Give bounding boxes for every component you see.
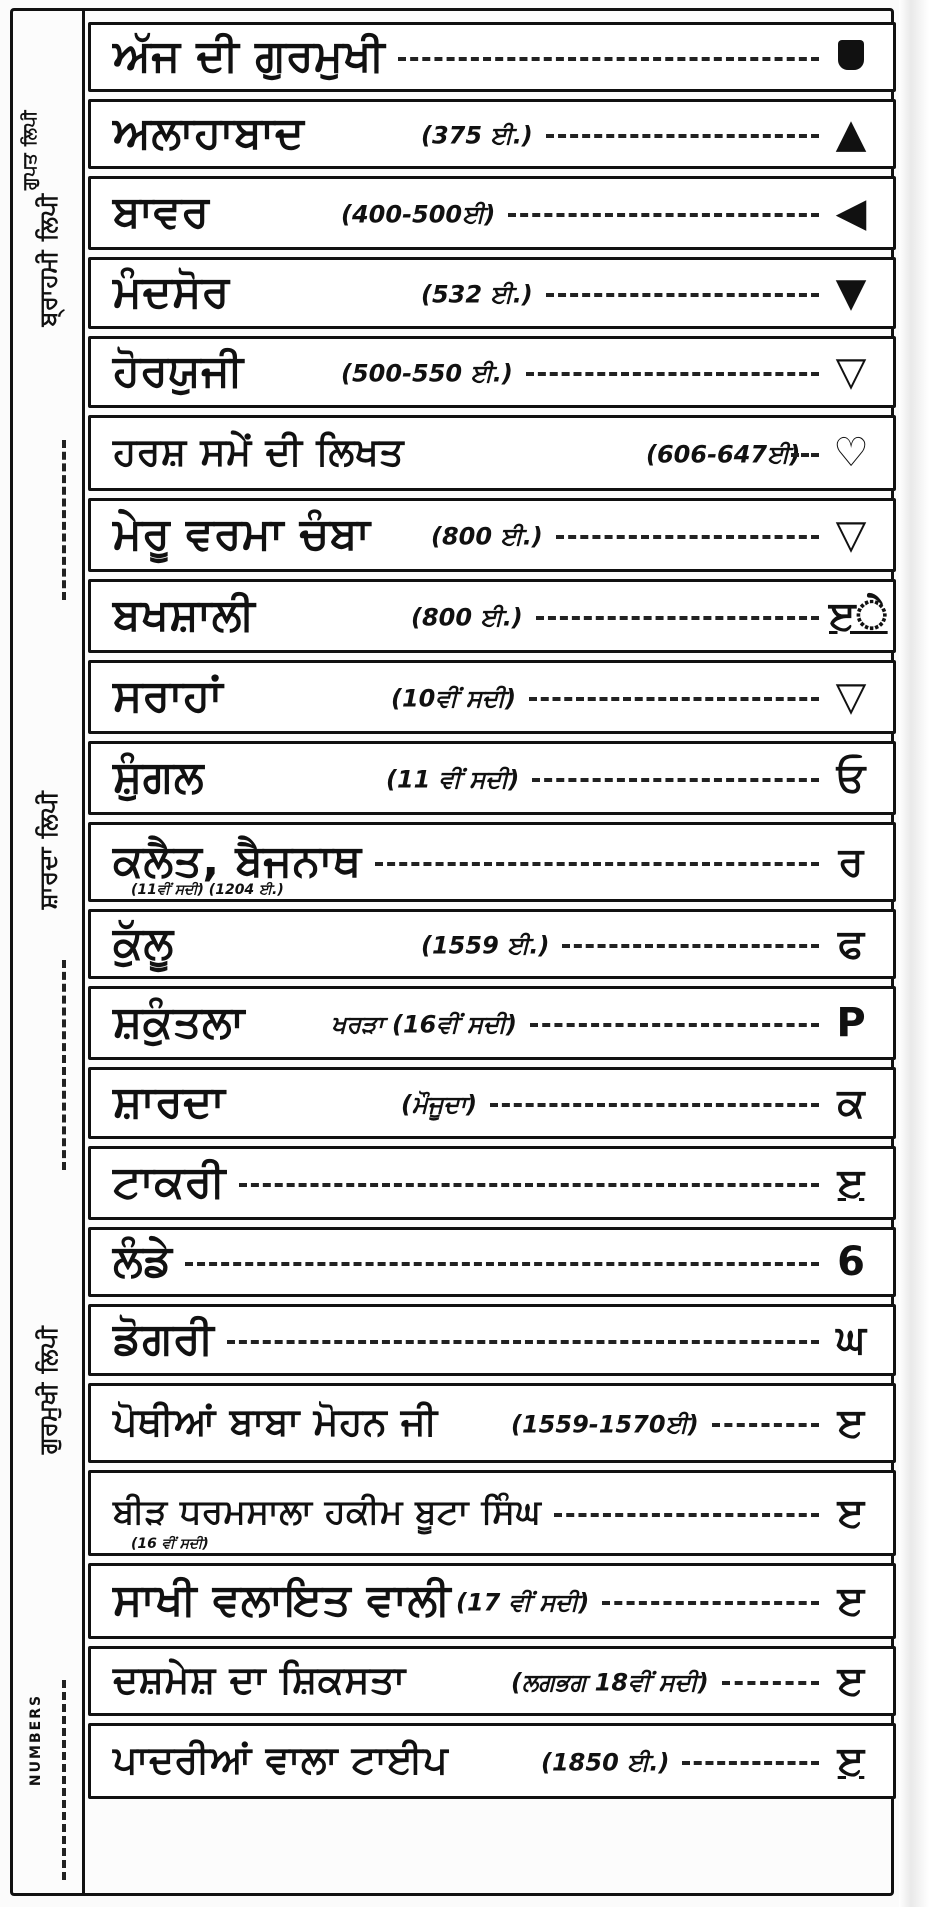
script-glyph: ◀	[835, 190, 867, 236]
side-label-gurmukhi: ਗੁਰਮੁਖੀ ਲਿਪੀ	[34, 1325, 62, 1455]
script-date: (10ਵੀਂ ਸਦੀ)	[391, 684, 517, 713]
script-glyph: 6	[837, 1239, 865, 1285]
script-row	[88, 336, 896, 408]
script-glyph: ਫ	[837, 921, 865, 967]
divider-dots-3	[62, 1680, 70, 1880]
script-glyph: ੲ	[837, 1490, 865, 1536]
script-date: (17 ਵੀਂ ਸਦੀ)	[456, 1588, 590, 1617]
script-row	[88, 176, 896, 250]
leader-dashes	[602, 1601, 819, 1605]
script-name: ਬੀੜ ਧਰਮਸਾਲਾ ਹਕੀਮ ਬੂਟਾ ਸਿੰਘ	[113, 1492, 542, 1533]
script-row	[88, 1383, 896, 1463]
script-name: ਸ਼ਾਰਦਾ	[113, 1076, 226, 1128]
leader-dashes	[536, 616, 819, 620]
script-date: (375 ਈ.)	[421, 121, 533, 150]
script-row	[88, 822, 896, 902]
script-date: (800 ਈ.)	[431, 522, 543, 551]
script-row	[88, 986, 896, 1060]
leader-dashes	[682, 1761, 819, 1765]
script-name: ਅਲਾਹਾਬਾਦ	[113, 107, 305, 159]
script-row	[88, 257, 896, 329]
script-name: ਦਸ਼ਮੇਸ਼ ਦਾ ਸ਼ਿਕਸਤਾ	[113, 1657, 406, 1702]
leader-dashes	[791, 453, 819, 457]
script-glyph: ਰ	[838, 839, 864, 885]
leader-dashes	[546, 293, 819, 297]
leader-dashes	[490, 1103, 819, 1107]
script-date: (800 ਈ.)	[411, 603, 523, 632]
script-date: (1559-1570ਈ)	[511, 1410, 699, 1439]
script-glyph: ♡	[833, 430, 869, 476]
script-row	[88, 1563, 896, 1639]
script-row	[88, 1646, 896, 1716]
script-date: (1559 ਈ.)	[421, 931, 550, 960]
script-glyph: ੲ	[837, 1400, 865, 1446]
script-glyph: ▲	[835, 111, 867, 157]
script-rows	[88, 22, 896, 1799]
script-date: (ਲਗਭਗ 18ਵੀਂ ਸਦੀ)	[511, 1668, 709, 1697]
leader-dashes	[532, 778, 819, 782]
script-name: ਸ਼ਕੁੰਤਲਾ	[113, 996, 245, 1048]
script-row	[88, 1067, 896, 1139]
script-glyph: ਓ	[836, 755, 866, 801]
script-row	[88, 498, 896, 572]
script-glyph: ੲ	[837, 1578, 865, 1624]
leader-dashes	[185, 1262, 819, 1266]
script-date: (606-647ਈ)	[646, 440, 801, 469]
script-glyph: ▼	[835, 270, 867, 316]
script-name: ਟਾਕਰੀ	[113, 1156, 226, 1208]
script-sub-date: (11ਵੀਂ ਸਦੀ) (1204 ਈ.)	[131, 882, 284, 898]
script-name: ਹਰਸ਼ ਸਮੇਂ ਦੀ ਲਿਖਤ	[113, 429, 405, 474]
script-name: ਡੋਗਰੀ	[113, 1313, 215, 1365]
script-row	[88, 1723, 896, 1799]
script-row	[88, 1470, 896, 1556]
script-row	[88, 579, 896, 653]
script-glyph: ▽	[835, 674, 867, 720]
leader-dashes	[398, 57, 819, 61]
script-name: ਸ਼ੁੰਗਲ	[113, 751, 205, 803]
script-date: (11 ਵੀਂ ਸਦੀ)	[386, 765, 520, 794]
script-row	[88, 1146, 896, 1220]
script-row	[88, 415, 896, 491]
side-label-sharada: ਸ਼ਾਰਦਾ ਲਿਪੀ	[34, 790, 62, 910]
script-row	[88, 99, 896, 169]
script-glyph: P	[836, 1000, 866, 1046]
leader-dashes	[375, 862, 819, 866]
script-row	[88, 741, 896, 815]
script-date: (1850 ਈ.)	[541, 1748, 670, 1777]
script-name: ਲੰਡੇ	[113, 1235, 173, 1287]
script-name: ਪਾਦਰੀਆਂ ਵਾਲਾ ਟਾਈਪ	[113, 1737, 449, 1782]
side-label-gupta: ਗੁਪਤ ਲਿਪੀ	[19, 110, 41, 190]
script-name: ਸਾਖੀ ਵਲਾਇਤ ਵਾਲੀ	[113, 1574, 452, 1626]
script-glyph	[829, 37, 873, 77]
script-name: ਕੁੱਲੂ	[113, 917, 174, 969]
script-name: ਮੇਰੂ ਵਰਮਾ ਚੰਬਾ	[113, 508, 371, 560]
script-date: (532 ਈ.)	[421, 280, 533, 309]
leader-dashes	[722, 1681, 819, 1685]
scan-edge	[899, 0, 929, 1907]
script-glyph: ੲ	[837, 1658, 865, 1704]
script-name: ਮੰਦਸੋਰ	[113, 266, 230, 318]
script-name: ਹੋਰਯੁਜੀ	[113, 345, 244, 397]
leader-dashes	[529, 697, 819, 701]
script-glyph: ਘ	[836, 1317, 866, 1363]
script-row	[88, 660, 896, 734]
script-date: ਖਰੜਾ (16ਵੀਂ ਸਦੀ)	[331, 1010, 518, 1039]
leader-dashes	[239, 1183, 819, 1187]
script-date: (400-500ਈ)	[341, 200, 496, 229]
leader-dashes	[554, 1513, 819, 1517]
leader-dashes	[530, 1023, 819, 1027]
script-row	[88, 1227, 896, 1297]
leader-dashes	[526, 372, 819, 376]
leader-dashes	[712, 1423, 819, 1427]
script-glyph: ੲ	[837, 1160, 865, 1206]
script-glyph: ▽	[835, 349, 867, 395]
script-name: ਪੋਥੀਆਂ ਬਾਬਾ ਮੋਹਨ ਜੀ	[113, 1399, 438, 1444]
leader-dashes	[546, 134, 819, 138]
script-glyph: ▽	[835, 512, 867, 558]
script-row	[88, 1304, 896, 1376]
divider-dots-1	[62, 440, 70, 600]
divider-dots-2	[62, 960, 70, 1170]
script-glyph: ਕ	[837, 1080, 865, 1126]
script-name: ਅੱਜ ਦੀ ਗੁਰਮੁਖੀ	[113, 30, 386, 82]
script-sub-date: (16 ਵੀਂ ਸਦੀ)	[131, 1536, 209, 1552]
leader-dashes	[556, 535, 819, 539]
script-name: ਬਾਵਰ	[113, 186, 210, 238]
script-date: (ਮੌਜੂਦਾ)	[401, 1090, 478, 1119]
script-row	[88, 22, 896, 92]
leader-dashes	[227, 1340, 819, 1344]
leader-dashes	[562, 944, 819, 948]
side-label-brahmi: ਬ੍ਰਾਹਮੀ ਲਿਪੀ	[34, 193, 62, 327]
leader-dashes	[508, 213, 819, 217]
script-date: (500-550 ਈ.)	[341, 359, 513, 388]
script-glyph: ੲ	[837, 1738, 865, 1784]
side-label-numbers: NUMBERS	[28, 1693, 44, 1787]
script-row	[88, 909, 896, 979]
script-name: ਸਰਾਹਾਂ	[113, 670, 224, 722]
script-name: ਬਖਸ਼ਾਲੀ	[113, 589, 256, 641]
script-name: ਕਲੈਤ, ਬੈਜਨਾਥ	[113, 835, 362, 887]
script-glyph: ੲੇ	[829, 593, 888, 639]
